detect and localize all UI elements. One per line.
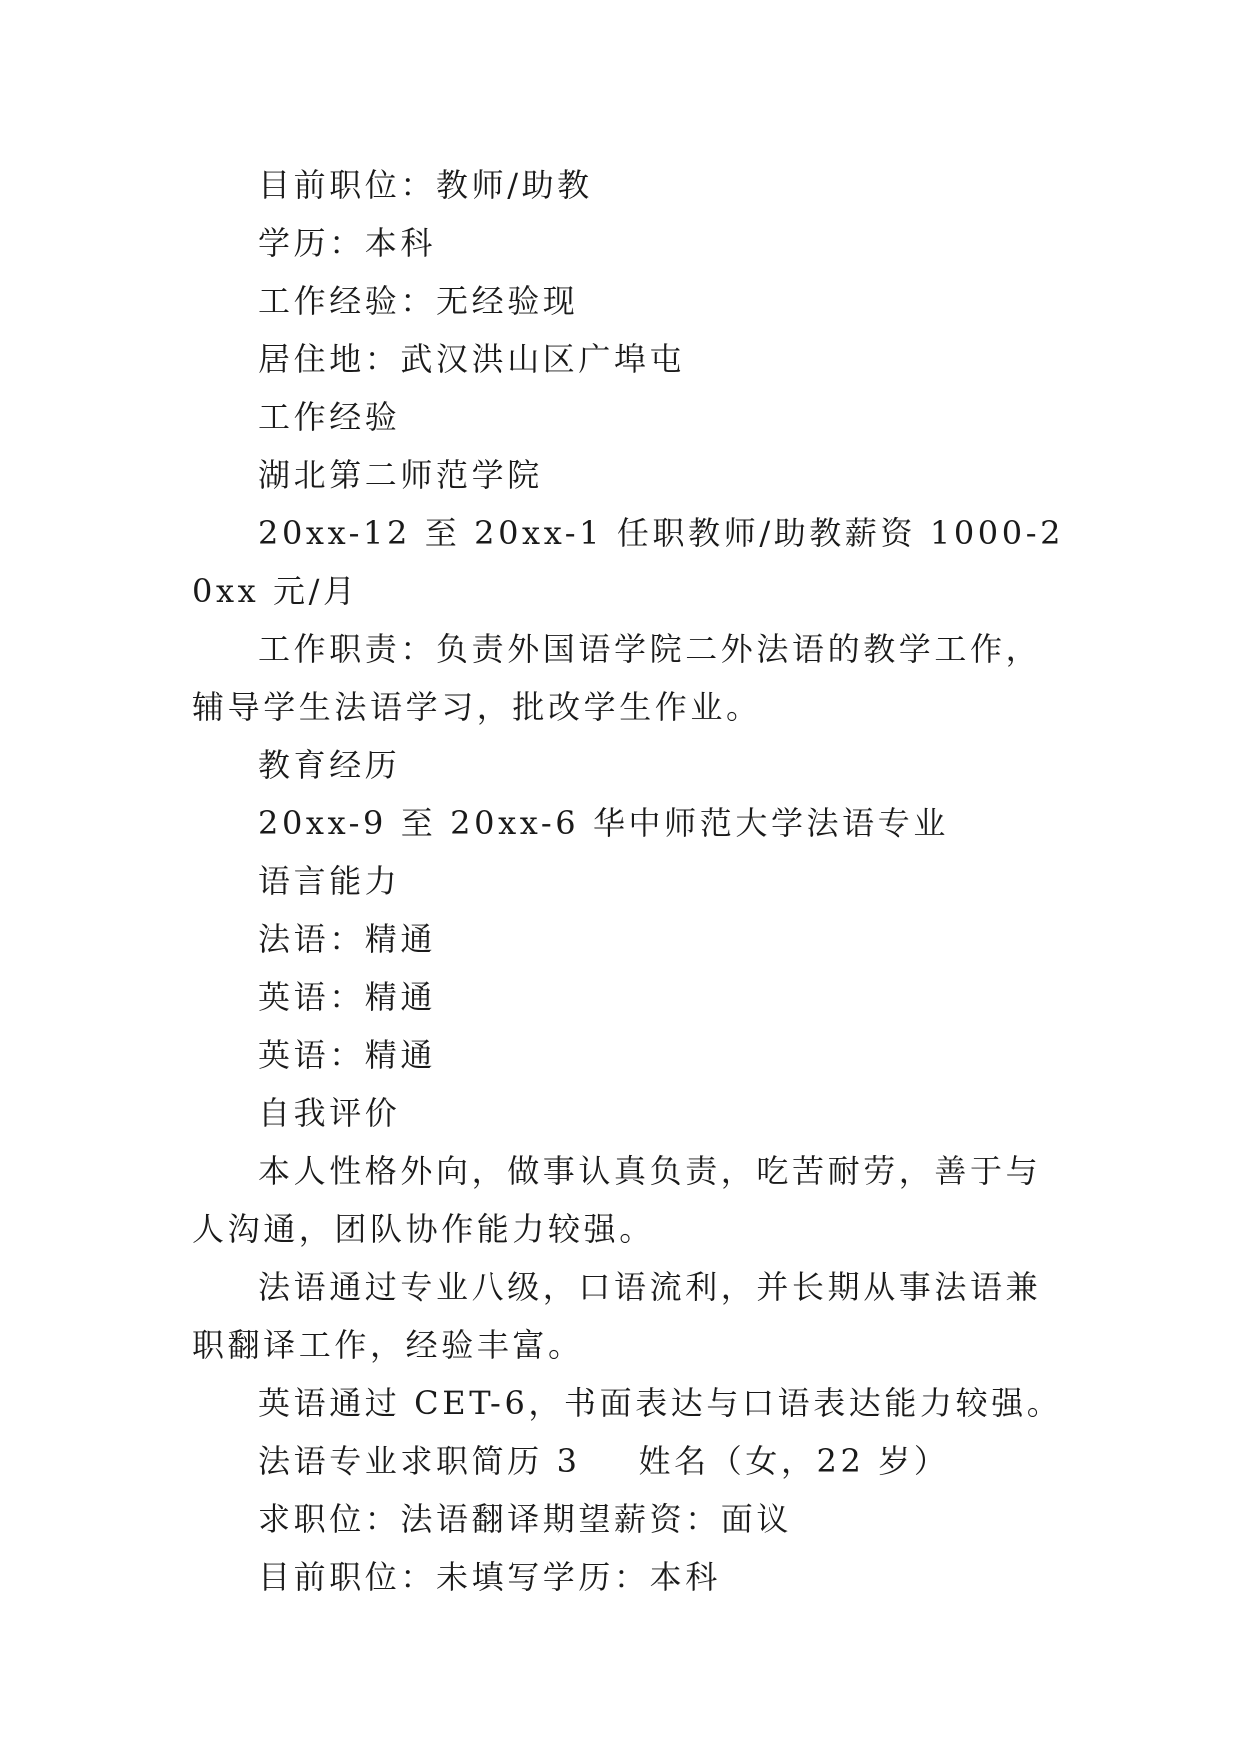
- current-position-line: 目前职位：教师/助教: [258, 166, 593, 204]
- document-body: [192, 156, 1072, 1606]
- english-skill-line: 英语：精通: [258, 978, 437, 1016]
- work-experience-line: 工作经验：无经验现: [258, 282, 579, 320]
- english-skill-line-duplicate: 英语：精通: [258, 1036, 437, 1074]
- job-duties-paragraph: 工作职责：负责外国语学院二外法语的教学工作，辅导学生法语学习，批改学生作业。: [192, 630, 1042, 726]
- work-experience-heading: 工作经验: [258, 398, 401, 436]
- resume-3-desired-position: 求职位：法语翻译期望薪资：面议: [258, 1500, 793, 1538]
- self-evaluation-paragraph-2: 法语通过专业八级，口语流利，并长期从事法语兼职翻译工作，经验丰富。: [192, 1268, 1042, 1364]
- education-level-line: 学历：本科: [258, 224, 437, 262]
- employer-name: 湖北第二师范学院: [258, 456, 543, 494]
- residence-line: 居住地：武汉洪山区广埠屯: [258, 340, 686, 378]
- self-evaluation-paragraph-1: 本人性格外向，做事认真负责，吃苦耐劳，善于与人沟通，团队协作能力较强。: [192, 1152, 1042, 1248]
- resume-3-person: 姓名（女，22 岁）: [638, 1442, 950, 1480]
- resume-3-header: [192, 1432, 1072, 1490]
- education-entry: 20xx-9 至 20xx-6 华中师范大学法语专业: [258, 804, 949, 842]
- resume-3-title: 法语专业求职简历 3: [258, 1442, 581, 1480]
- french-skill-line: 法语：精通: [258, 920, 437, 958]
- language-skills-heading: 语言能力: [258, 862, 401, 900]
- education-heading: 教育经历: [258, 746, 401, 784]
- resume-3-current-position: 目前职位：未填写学历：本科: [258, 1558, 721, 1596]
- self-evaluation-heading: 自我评价: [258, 1094, 401, 1132]
- self-evaluation-paragraph-3: 英语通过 CET-6，书面表达与口语表达能力较强。: [258, 1384, 1063, 1422]
- employment-period-line: 20xx-12 至 20xx-1 任职教师/助教薪资 1000-20xx 元/月: [192, 514, 1065, 610]
